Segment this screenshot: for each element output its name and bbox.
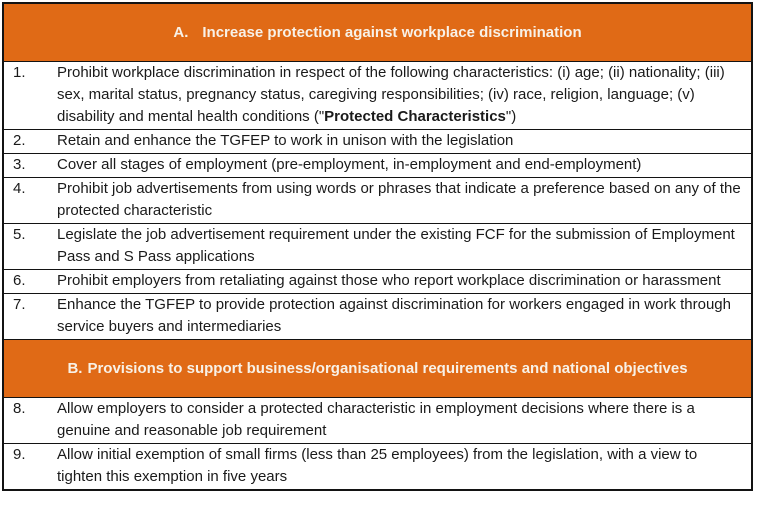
section-a-title: Increase protection against workplace discrimination [202, 24, 582, 41]
row-text: Legislate the job advertisement requirement under the existing FCF for the submission of Employment Pass and S Pass applications [57, 226, 735, 265]
proposals-table [2, 2, 753, 491]
table-row-4 [4, 177, 751, 223]
row-number: 8. [13, 400, 26, 417]
table-row-3 [4, 153, 751, 177]
row-number: 9. [13, 446, 26, 463]
row-text-segment: Prohibit workplace discrimination in respect of the following characteristics: (i) age; (ii) nationality; (iii) sex, marital status, pregnancy status, caregiving responsibilities; (iv) race, religion, language; (v) disability and mental health conditions (" [57, 64, 725, 125]
section-a-prefix: A. [173, 24, 189, 41]
row-text: Allow employers to consider a protected characteristic in employment decisions where there is a genuine and reasonable job requirement [57, 400, 695, 439]
table-row-6 [4, 269, 751, 293]
row-number: 4. [13, 180, 26, 197]
row-text: Retain and enhance the TGFEP to work in unison with the legislation [57, 132, 514, 149]
row-text: Allow initial exemption of small firms (less than 25 employees) from the legislation, with a view to tighten this exemption in five years [57, 446, 698, 485]
row-number: 5. [13, 226, 26, 243]
row-text-bold-segment: Protected Characteristics [324, 108, 506, 125]
row-text: Enhance the TGFEP to provide protection against discrimination for workers engaged in work through service buyers and intermediaries [57, 296, 731, 335]
row-number: 7. [13, 296, 26, 313]
table-row-5 [4, 223, 751, 269]
table-row-8 [4, 397, 751, 443]
row-number: 1. [13, 64, 26, 81]
section-a-header [4, 4, 751, 61]
row-text [57, 62, 743, 128]
row-number: 6. [13, 272, 26, 289]
table-row-2 [4, 129, 751, 153]
row-text: Cover all stages of employment (pre-employment, in-employment and end-employment) [57, 156, 642, 173]
row-text-segment: ") [505, 108, 517, 125]
table-row-7 [4, 293, 751, 339]
row-number: 2. [13, 132, 26, 149]
table-row-1 [4, 61, 751, 129]
section-b-prefix: B. [67, 360, 83, 377]
section-b-title: Provisions to support business/organisational requirements and national objectives [87, 360, 688, 377]
row-text: Prohibit job advertisements from using words or phrases that indicate a preference based on any of the protected characteristic [57, 180, 741, 219]
row-text: Prohibit employers from retaliating against those who report workplace discrimination or harassment [57, 272, 721, 289]
table-row-9 [4, 443, 751, 489]
section-b-header [4, 339, 751, 397]
row-number: 3. [13, 156, 26, 173]
